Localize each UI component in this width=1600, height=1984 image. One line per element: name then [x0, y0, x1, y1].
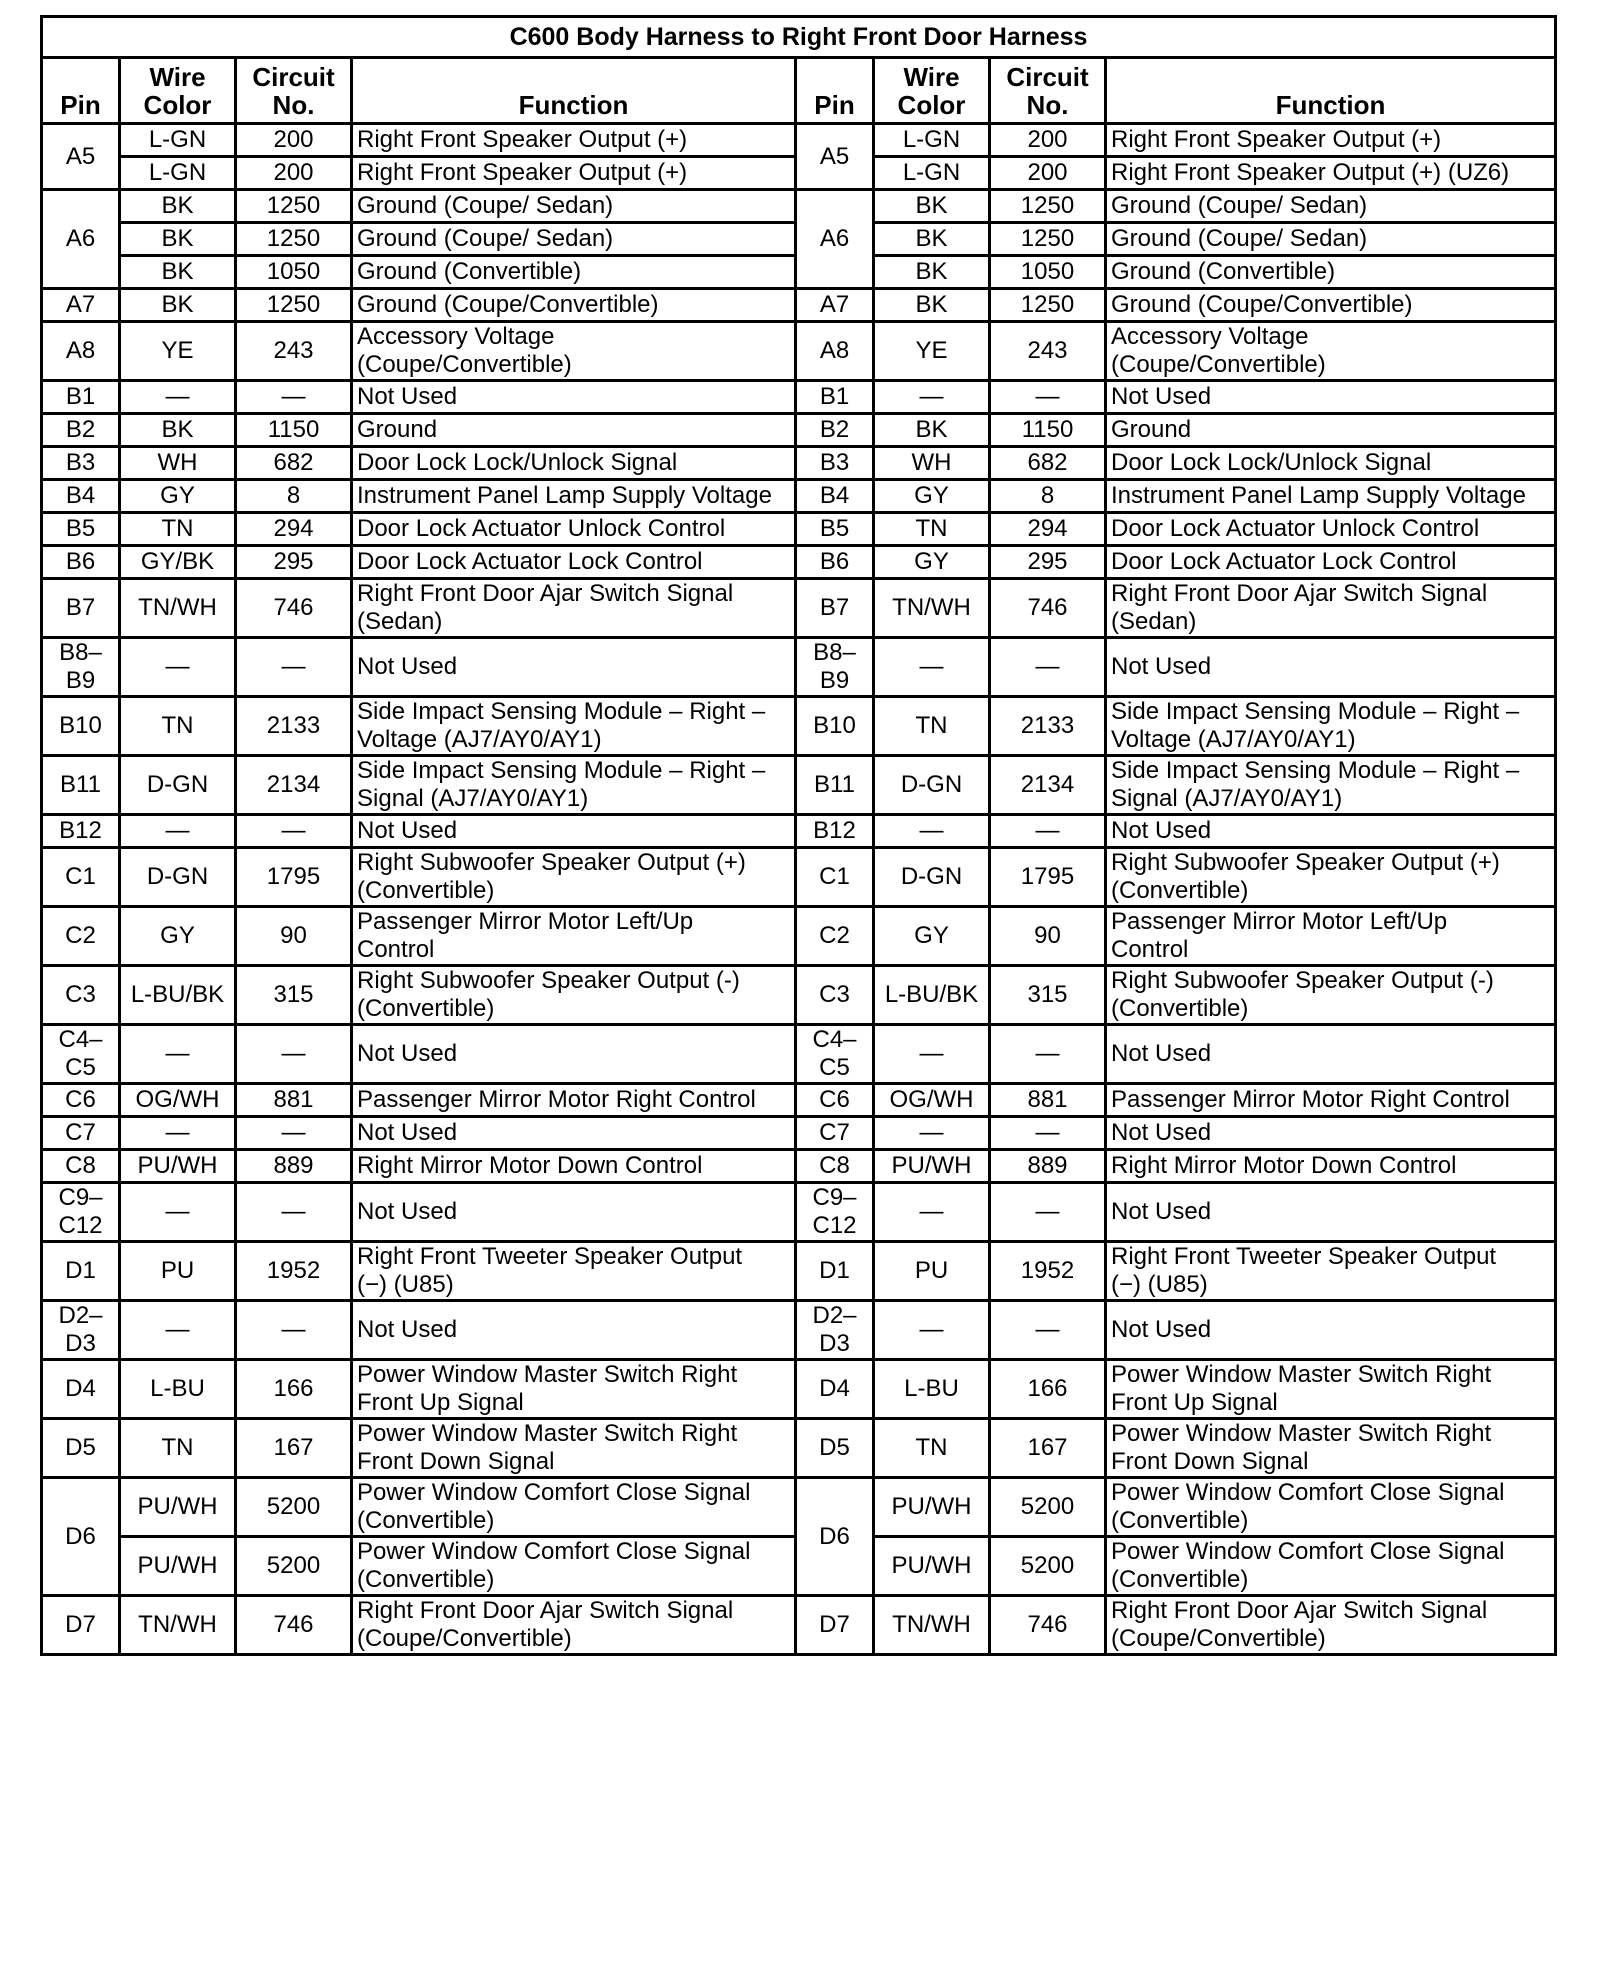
pin-cell: B12 — [42, 815, 120, 848]
pin-cell: B7 — [42, 579, 120, 638]
function-cell: Passenger Mirror Motor Right Control — [1106, 1084, 1556, 1117]
circuit-no-cell: — — [236, 1025, 352, 1084]
table-row — [42, 289, 1556, 322]
function-cell: Right Front Door Ajar Switch Signal (Coupe/Convertible) — [352, 1596, 796, 1655]
pin-cell: A5 — [796, 124, 874, 190]
wire-color-cell: L-GN — [120, 124, 236, 157]
circuit-no-cell: 1250 — [990, 223, 1106, 256]
function-cell: Ground (Coupe/ Sedan) — [1106, 190, 1556, 223]
pin-cell: D2– D3 — [42, 1301, 120, 1360]
function-cell: Ground (Coupe/Convertible) — [352, 289, 796, 322]
table-row — [42, 579, 1556, 638]
header-wire-color-right: Wire Color — [874, 58, 990, 124]
wire-color-cell: — — [120, 1183, 236, 1242]
function-cell: Right Subwoofer Speaker Output (+) (Convertible) — [1106, 848, 1556, 907]
function-cell: Side Impact Sensing Module – Right – Voltage (AJ7/AY0/AY1) — [352, 697, 796, 756]
function-cell: Right Front Tweeter Speaker Output (−) (U85) — [1106, 1242, 1556, 1301]
pin-cell: B4 — [42, 480, 120, 513]
header-function-left: Function — [352, 58, 796, 124]
circuit-no-cell: 2133 — [990, 697, 1106, 756]
wire-color-cell: L-GN — [120, 157, 236, 190]
circuit-no-cell: — — [990, 381, 1106, 414]
wire-color-cell: OG/WH — [120, 1084, 236, 1117]
function-cell: Right Mirror Motor Down Control — [1106, 1150, 1556, 1183]
wire-color-cell: PU/WH — [874, 1150, 990, 1183]
function-cell: Not Used — [352, 1025, 796, 1084]
table-body — [42, 124, 1556, 1655]
wire-color-cell: TN — [120, 1419, 236, 1478]
table-row — [42, 1242, 1556, 1301]
wire-color-cell: BK — [874, 190, 990, 223]
wire-color-cell: D-GN — [874, 756, 990, 815]
function-cell: Ground (Coupe/Convertible) — [1106, 289, 1556, 322]
circuit-no-cell: 881 — [990, 1084, 1106, 1117]
header-wire-color-left: Wire Color — [120, 58, 236, 124]
circuit-no-cell: 90 — [990, 907, 1106, 966]
function-cell: Power Window Comfort Close Signal (Convertible) — [1106, 1537, 1556, 1596]
circuit-no-cell: 1795 — [236, 848, 352, 907]
pin-cell: C4– C5 — [796, 1025, 874, 1084]
table-row — [42, 756, 1556, 815]
circuit-no-cell: 746 — [236, 1596, 352, 1655]
function-cell: Passenger Mirror Motor Right Control — [352, 1084, 796, 1117]
wire-color-cell: GY — [874, 907, 990, 966]
header-circuit-no-right: Circuit No. — [990, 58, 1106, 124]
circuit-no-cell: 889 — [236, 1150, 352, 1183]
wire-color-cell: PU — [874, 1242, 990, 1301]
pin-cell: C6 — [42, 1084, 120, 1117]
function-cell: Passenger Mirror Motor Left/Up Control — [1106, 907, 1556, 966]
circuit-no-cell: — — [236, 1183, 352, 1242]
wire-color-cell: GY — [874, 546, 990, 579]
circuit-no-cell: 8 — [990, 480, 1106, 513]
function-cell: Passenger Mirror Motor Left/Up Control — [352, 907, 796, 966]
pin-cell: B4 — [796, 480, 874, 513]
table-row — [42, 1183, 1556, 1242]
table-row — [42, 1596, 1556, 1655]
wire-color-cell: L-BU/BK — [874, 966, 990, 1025]
pin-cell: D7 — [796, 1596, 874, 1655]
circuit-no-cell: 5200 — [236, 1478, 352, 1537]
pin-cell: B5 — [42, 513, 120, 546]
circuit-no-cell: 746 — [990, 579, 1106, 638]
function-cell: Right Front Speaker Output (+) — [1106, 124, 1556, 157]
function-cell: Power Window Comfort Close Signal (Convertible) — [352, 1478, 796, 1537]
circuit-no-cell: — — [990, 1301, 1106, 1360]
pin-cell: B8– B9 — [42, 638, 120, 697]
pin-cell: D5 — [796, 1419, 874, 1478]
function-cell: Not Used — [1106, 1301, 1556, 1360]
pin-cell: B10 — [42, 697, 120, 756]
wire-color-cell: BK — [120, 223, 236, 256]
pin-cell: B11 — [796, 756, 874, 815]
circuit-no-cell: 167 — [236, 1419, 352, 1478]
wire-color-cell: L-GN — [874, 124, 990, 157]
function-cell: Right Mirror Motor Down Control — [352, 1150, 796, 1183]
circuit-no-cell: 315 — [236, 966, 352, 1025]
table-row — [42, 190, 1556, 223]
function-cell: Right Front Door Ajar Switch Signal (Coupe/Convertible) — [1106, 1596, 1556, 1655]
pin-cell: A8 — [42, 322, 120, 381]
circuit-no-cell: 5200 — [990, 1537, 1106, 1596]
pin-cell: B10 — [796, 697, 874, 756]
function-cell: Door Lock Actuator Lock Control — [352, 546, 796, 579]
wire-color-cell: — — [874, 381, 990, 414]
table-row — [42, 414, 1556, 447]
circuit-no-cell: 200 — [990, 157, 1106, 190]
pin-cell: A6 — [42, 190, 120, 289]
function-cell: Ground — [352, 414, 796, 447]
circuit-no-cell: 1250 — [236, 223, 352, 256]
wire-color-cell: — — [874, 1025, 990, 1084]
function-cell: Not Used — [1106, 1117, 1556, 1150]
function-cell: Ground (Convertible) — [352, 256, 796, 289]
pin-cell: D2– D3 — [796, 1301, 874, 1360]
pin-cell: C7 — [796, 1117, 874, 1150]
wire-color-cell: TN/WH — [874, 1596, 990, 1655]
circuit-no-cell: 294 — [236, 513, 352, 546]
function-cell: Right Front Speaker Output (+) (UZ6) — [1106, 157, 1556, 190]
pin-cell: D4 — [796, 1360, 874, 1419]
pin-cell: C1 — [42, 848, 120, 907]
circuit-no-cell: 167 — [990, 1419, 1106, 1478]
wire-color-cell: TN/WH — [874, 579, 990, 638]
function-cell: Power Window Comfort Close Signal (Convertible) — [352, 1537, 796, 1596]
wire-color-cell: PU/WH — [120, 1537, 236, 1596]
table-row — [42, 697, 1556, 756]
circuit-no-cell: 166 — [990, 1360, 1106, 1419]
circuit-no-cell: 166 — [236, 1360, 352, 1419]
wire-color-cell: TN — [874, 1419, 990, 1478]
circuit-no-cell: 1050 — [236, 256, 352, 289]
table-row — [42, 1025, 1556, 1084]
pin-cell: C8 — [796, 1150, 874, 1183]
pin-cell: D4 — [42, 1360, 120, 1419]
table-row — [42, 1301, 1556, 1360]
header-function-right: Function — [1106, 58, 1556, 124]
function-cell: Door Lock Actuator Lock Control — [1106, 546, 1556, 579]
function-cell: Right Front Door Ajar Switch Signal (Sedan) — [352, 579, 796, 638]
wire-color-cell: BK — [120, 289, 236, 322]
circuit-no-cell: 746 — [236, 579, 352, 638]
wire-color-cell: TN — [120, 697, 236, 756]
circuit-no-cell: — — [236, 1117, 352, 1150]
function-cell: Not Used — [352, 638, 796, 697]
circuit-no-cell: 1250 — [990, 190, 1106, 223]
wire-color-cell: PU/WH — [874, 1478, 990, 1537]
pin-cell: A5 — [42, 124, 120, 190]
wire-color-cell: OG/WH — [874, 1084, 990, 1117]
function-cell: Ground (Coupe/ Sedan) — [352, 223, 796, 256]
circuit-no-cell: 200 — [990, 124, 1106, 157]
pin-cell: B7 — [796, 579, 874, 638]
function-cell: Instrument Panel Lamp Supply Voltage — [1106, 480, 1556, 513]
circuit-no-cell: — — [990, 815, 1106, 848]
circuit-no-cell: 2134 — [236, 756, 352, 815]
pin-cell: B1 — [796, 381, 874, 414]
wire-color-cell: BK — [874, 223, 990, 256]
table-row — [42, 1150, 1556, 1183]
pin-cell: B8– B9 — [796, 638, 874, 697]
table-row — [42, 638, 1556, 697]
table-row — [42, 1084, 1556, 1117]
table-row — [42, 513, 1556, 546]
function-cell: Door Lock Actuator Unlock Control — [352, 513, 796, 546]
wire-color-cell: TN — [120, 513, 236, 546]
table-row — [42, 848, 1556, 907]
function-cell: Ground (Coupe/ Sedan) — [352, 190, 796, 223]
pin-cell: C3 — [796, 966, 874, 1025]
pin-cell: D1 — [796, 1242, 874, 1301]
pin-cell: D1 — [42, 1242, 120, 1301]
wire-color-cell: D-GN — [120, 848, 236, 907]
wire-color-cell: D-GN — [874, 848, 990, 907]
wire-color-cell: — — [120, 1025, 236, 1084]
function-cell: Side Impact Sensing Module – Right – Signal (AJ7/AY0/AY1) — [352, 756, 796, 815]
circuit-no-cell: 1250 — [236, 190, 352, 223]
function-cell: Not Used — [352, 1117, 796, 1150]
table-row — [42, 1478, 1556, 1537]
wire-color-cell: — — [874, 1301, 990, 1360]
circuit-no-cell: — — [236, 381, 352, 414]
header-circuit-no-left: Circuit No. — [236, 58, 352, 124]
function-cell: Right Subwoofer Speaker Output (-) (Convertible) — [1106, 966, 1556, 1025]
circuit-no-cell: — — [236, 638, 352, 697]
function-cell: Power Window Master Switch Right Front Down Signal — [1106, 1419, 1556, 1478]
function-cell: Not Used — [1106, 381, 1556, 414]
function-cell: Right Front Speaker Output (+) — [352, 124, 796, 157]
wire-color-cell: WH — [120, 447, 236, 480]
circuit-no-cell: 5200 — [236, 1537, 352, 1596]
table-row — [42, 1117, 1556, 1150]
function-cell: Right Front Tweeter Speaker Output (−) (U85) — [352, 1242, 796, 1301]
wire-color-cell: TN/WH — [120, 579, 236, 638]
circuit-no-cell: 682 — [990, 447, 1106, 480]
function-cell: Right Subwoofer Speaker Output (-) (Convertible) — [352, 966, 796, 1025]
circuit-no-cell: — — [236, 1301, 352, 1360]
function-cell: Accessory Voltage (Coupe/Convertible) — [352, 322, 796, 381]
wire-color-cell: — — [120, 815, 236, 848]
wire-color-cell: GY/BK — [120, 546, 236, 579]
function-cell: Ground (Coupe/ Sedan) — [1106, 223, 1556, 256]
circuit-no-cell: 200 — [236, 157, 352, 190]
function-cell: Not Used — [352, 381, 796, 414]
wire-color-cell: PU/WH — [120, 1150, 236, 1183]
table-row — [42, 1360, 1556, 1419]
function-cell: Door Lock Lock/Unlock Signal — [352, 447, 796, 480]
circuit-no-cell: 1250 — [990, 289, 1106, 322]
pin-cell: C9– C12 — [42, 1183, 120, 1242]
pin-cell: D5 — [42, 1419, 120, 1478]
wire-color-cell: — — [874, 815, 990, 848]
circuit-no-cell: — — [990, 1117, 1106, 1150]
function-cell: Ground — [1106, 414, 1556, 447]
table-row — [42, 124, 1556, 157]
wire-color-cell: GY — [874, 480, 990, 513]
circuit-no-cell: 315 — [990, 966, 1106, 1025]
header-pin-left: Pin — [42, 58, 120, 124]
pin-cell: B2 — [796, 414, 874, 447]
function-cell: Side Impact Sensing Module – Right – Voltage (AJ7/AY0/AY1) — [1106, 697, 1556, 756]
circuit-no-cell: 1050 — [990, 256, 1106, 289]
pin-cell: C6 — [796, 1084, 874, 1117]
wire-color-cell: YE — [120, 322, 236, 381]
wire-color-cell: GY — [120, 907, 236, 966]
wire-color-cell: YE — [874, 322, 990, 381]
pin-cell: D6 — [796, 1478, 874, 1596]
function-cell: Not Used — [352, 815, 796, 848]
wire-color-cell: L-BU/BK — [120, 966, 236, 1025]
wire-color-cell: BK — [120, 414, 236, 447]
pin-cell: B5 — [796, 513, 874, 546]
circuit-no-cell: 294 — [990, 513, 1106, 546]
pin-cell: B11 — [42, 756, 120, 815]
pin-cell: B3 — [796, 447, 874, 480]
pin-cell: B6 — [42, 546, 120, 579]
function-cell: Side Impact Sensing Module – Right – Signal (AJ7/AY0/AY1) — [1106, 756, 1556, 815]
function-cell: Door Lock Lock/Unlock Signal — [1106, 447, 1556, 480]
circuit-no-cell: 1150 — [990, 414, 1106, 447]
wire-color-cell: BK — [874, 256, 990, 289]
circuit-no-cell: — — [990, 1183, 1106, 1242]
pin-cell: C8 — [42, 1150, 120, 1183]
wire-color-cell: PU/WH — [874, 1537, 990, 1596]
table-row — [42, 815, 1556, 848]
function-cell: Door Lock Actuator Unlock Control — [1106, 513, 1556, 546]
function-cell: Power Window Master Switch Right Front Up Signal — [1106, 1360, 1556, 1419]
function-cell: Right Front Speaker Output (+) — [352, 157, 796, 190]
table-row — [42, 1419, 1556, 1478]
function-cell: Ground (Convertible) — [1106, 256, 1556, 289]
pin-cell: C3 — [42, 966, 120, 1025]
wire-color-cell: BK — [120, 256, 236, 289]
circuit-no-cell: 1952 — [236, 1242, 352, 1301]
table-title: C600 Body Harness to Right Front Door Harness — [42, 17, 1556, 58]
wire-color-cell: TN — [874, 697, 990, 756]
table-row — [42, 381, 1556, 414]
pin-cell: C7 — [42, 1117, 120, 1150]
wire-color-cell: TN/WH — [120, 1596, 236, 1655]
circuit-no-cell: — — [990, 638, 1106, 697]
wire-color-cell: — — [874, 1117, 990, 1150]
wire-color-cell: BK — [874, 289, 990, 322]
circuit-no-cell: 1952 — [990, 1242, 1106, 1301]
pin-cell: B6 — [796, 546, 874, 579]
wire-color-cell: — — [120, 1117, 236, 1150]
wire-color-cell: BK — [120, 190, 236, 223]
function-cell: Right Subwoofer Speaker Output (+) (Convertible) — [352, 848, 796, 907]
pin-cell: A8 — [796, 322, 874, 381]
circuit-no-cell: 1250 — [236, 289, 352, 322]
pin-cell: C4– C5 — [42, 1025, 120, 1084]
wire-color-cell: — — [874, 1183, 990, 1242]
wire-color-cell: D-GN — [120, 756, 236, 815]
table-row — [42, 480, 1556, 513]
circuit-no-cell: 889 — [990, 1150, 1106, 1183]
circuit-no-cell: 200 — [236, 124, 352, 157]
circuit-no-cell: 243 — [990, 322, 1106, 381]
circuit-no-cell: 1795 — [990, 848, 1106, 907]
wire-color-cell: — — [120, 1301, 236, 1360]
header-pin-right: Pin — [796, 58, 874, 124]
pin-cell: A7 — [796, 289, 874, 322]
function-cell: Not Used — [1106, 638, 1556, 697]
pin-cell: C2 — [796, 907, 874, 966]
pin-cell: B3 — [42, 447, 120, 480]
table-row — [42, 966, 1556, 1025]
pin-cell: B2 — [42, 414, 120, 447]
table-row — [42, 322, 1556, 381]
pin-cell: B1 — [42, 381, 120, 414]
wire-color-cell: L-GN — [874, 157, 990, 190]
function-cell: Power Window Comfort Close Signal (Convertible) — [1106, 1478, 1556, 1537]
circuit-no-cell: 8 — [236, 480, 352, 513]
circuit-no-cell: 682 — [236, 447, 352, 480]
wire-color-cell: TN — [874, 513, 990, 546]
wire-color-cell: L-BU — [120, 1360, 236, 1419]
wire-color-cell: L-BU — [874, 1360, 990, 1419]
circuit-no-cell: 295 — [236, 546, 352, 579]
wire-color-cell: — — [120, 381, 236, 414]
table-row — [42, 907, 1556, 966]
wire-color-cell: PU/WH — [120, 1478, 236, 1537]
function-cell: Not Used — [1106, 1183, 1556, 1242]
function-cell: Power Window Master Switch Right Front Up Signal — [352, 1360, 796, 1419]
wire-color-cell: PU — [120, 1242, 236, 1301]
circuit-no-cell: 2133 — [236, 697, 352, 756]
function-cell: Not Used — [1106, 815, 1556, 848]
function-cell: Not Used — [352, 1183, 796, 1242]
wire-color-cell: — — [874, 638, 990, 697]
wire-color-cell: BK — [874, 414, 990, 447]
table-row — [42, 546, 1556, 579]
function-cell: Right Front Door Ajar Switch Signal (Sedan) — [1106, 579, 1556, 638]
function-cell: Not Used — [1106, 1025, 1556, 1084]
circuit-no-cell: 1150 — [236, 414, 352, 447]
wire-color-cell: WH — [874, 447, 990, 480]
pin-cell: C2 — [42, 907, 120, 966]
circuit-no-cell: 295 — [990, 546, 1106, 579]
circuit-no-cell: 5200 — [990, 1478, 1106, 1537]
pin-cell: C1 — [796, 848, 874, 907]
circuit-no-cell: 90 — [236, 907, 352, 966]
pin-cell: B12 — [796, 815, 874, 848]
circuit-no-cell: 243 — [236, 322, 352, 381]
function-cell: Accessory Voltage (Coupe/Convertible) — [1106, 322, 1556, 381]
function-cell: Power Window Master Switch Right Front Down Signal — [352, 1419, 796, 1478]
circuit-no-cell: 746 — [990, 1596, 1106, 1655]
circuit-no-cell: — — [990, 1025, 1106, 1084]
circuit-no-cell: — — [236, 815, 352, 848]
pinout-table — [40, 15, 1557, 1656]
circuit-no-cell: 2134 — [990, 756, 1106, 815]
pin-cell: A7 — [42, 289, 120, 322]
pin-cell: D6 — [42, 1478, 120, 1596]
table-row — [42, 447, 1556, 480]
pin-cell: A6 — [796, 190, 874, 289]
function-cell: Instrument Panel Lamp Supply Voltage — [352, 480, 796, 513]
pin-cell: C9– C12 — [796, 1183, 874, 1242]
circuit-no-cell: 881 — [236, 1084, 352, 1117]
function-cell: Not Used — [352, 1301, 796, 1360]
pin-cell: D7 — [42, 1596, 120, 1655]
wire-color-cell: — — [120, 638, 236, 697]
wire-color-cell: GY — [120, 480, 236, 513]
